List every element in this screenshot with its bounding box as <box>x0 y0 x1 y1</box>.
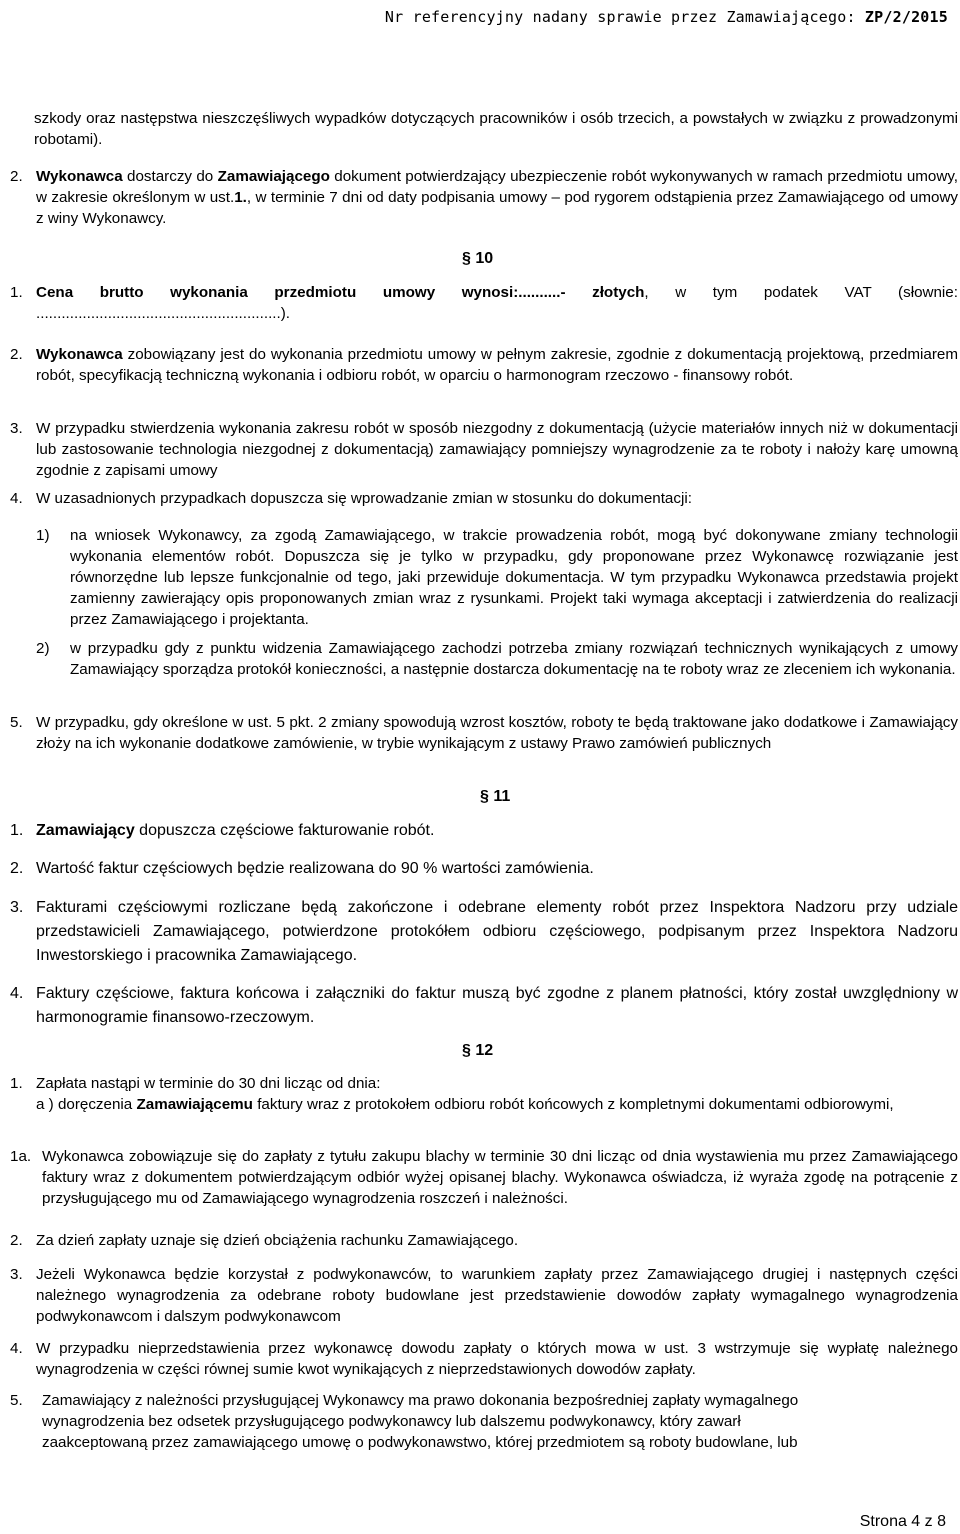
s11-item-4: 4. Faktury częściowe, faktura końcowa i załączniki do faktur muszą być zgodne z planem płatności, który został uwzględniony w harmonogramie finansowo-rzeczowym. <box>10 985 958 1026</box>
s12-item-5: 5. Zamawiający z należności przysługującej Wykonawcy ma prawo dokonania bezpośredniej zapłaty wymagalnego wynagrodzenia bez odsetek przysługującego podwykonawcy lub dalszemu podwykonawcy, który zawarł zaakceptowaną przez zamawiającego umowę o podwykonawstwo, której przedmiotem są roboty budowlane, lub <box>10 1392 799 1451</box>
s10-item-2: 2. Wykonawca zobowiązany jest do wykonania przedmiotu umowy w pełnym zakresie, zgodnie z dokumentacją projektową, przedmiarem robót, specyfikacją techniczną wykonania i odbioru robót, w oparciu o harmonogram rzeczowo - finansowy robót. <box>10 346 958 384</box>
document-header <box>385 8 948 26</box>
s12-item-1a: 1a. Wykonawca zobowiązuje się do zapłaty z tytułu zakupu blachy w terminie 30 dni licząc od dnia wystawienia mu przez Zamawiającego faktury wraz z dokumentem potwierdzającym odbiór wyżej opisanej blachy. Wykonawca oświadcza, iż wyraża zgodę na potrącenie z przysługującego mu od Zamawiającego wynagrodzenia roszczeń i należności. <box>10 1148 958 1207</box>
s10-item-4: 4. W uzasadnionych przypadkach dopuszcza się wprowadzanie zmian w stosunku do dokumentacji: <box>10 490 692 507</box>
s11-item-1: 1. Zamawiający dopuszcza częściowe fakturowanie robót. <box>10 822 435 839</box>
s11-item-2: 2. Wartość faktur częściowych będzie realizowana do 90 % wartości zamówienia. <box>10 860 594 877</box>
s11-item-3: 3. Fakturami częściowymi rozliczane będą zakończone i odebrane elementy robót przez Inspektora Nadzoru przy udziale przedstawicieli Zamawiającego, potwierdzone protokółem odbioru częściowego, podpisanym przez Inspektora Nadzoru Inwestorskiego i pracownika Zamawiającego. <box>10 899 958 964</box>
section-11-title: § 11 <box>480 788 511 805</box>
s12-item-4: 4. W przypadku nieprzedstawienia przez wykonawcę dowodu zapłaty o których mowa w ust. 3 wstrzymuje się wypłatę należnego wynagrodzenia w części równej sumie kwot wynikających z nieprzedstawionych dowodów zapłaty. <box>10 1340 958 1378</box>
s10-item-4-2: 2) w przypadku gdy z punktu widzenia Zamawiającego zachodzi potrzeba zmiany rozwiązań technicznych wynikających z umowy Zamawiający sporządza protokół konieczności, a następnie dostarcza dokumentację na te roboty wraz ze zleceniem ich wykonania. <box>36 640 958 678</box>
s10-item-5: 5. W przypadku, gdy określone w ust. 5 pkt. 2 zmiany spowodują wzrost kosztów, roboty te będą traktowane jako dodatkowe i Zamawiający złoży na ich wykonanie dodatkowe zamówienie, w trybie wynikającym z ustawy Prawo zamówień publicznych <box>10 714 958 752</box>
s10-item-1: 1. Cena brutto wykonania przedmiotu umowy wynosi:..........- złotych, w tym podatek VAT (słownie: ..........................................................). <box>10 284 958 322</box>
s10-item-4-1: 1) na wniosek Wykonawcy, za zgodą Zamawiającego, w trakcie prowadzenia robót, mogą być dokonywane zmiany technologii wykonania elementów robót. Dopuszcza się je tylko w przypadku, gdy proponowane przez Wykonawcę rozwiązanie jest równorzędne lub lepsze funkcjonalnie od tego, jaki przewiduje dokumentacja. W tym przypadku Wykonawca przedstawia projekt zamienny zawierający opis proponowanych zmian wraz z rysunkami. Projekt taki wymaga akceptacji i zatwierdzenia do realizacji przez Zamawiającego i projektanta. <box>36 527 958 628</box>
s12-item-2: 2. Za dzień zapłaty uznaje się dzień obciążenia rachunku Zamawiającego. <box>10 1232 519 1249</box>
intro-paragraph: szkody oraz następstwa nieszczęśliwych wypadków dotyczących pracowników i osób trzecich, a powstałych w związku z prowadzonymi robotami). <box>34 110 958 148</box>
paragraph-9-2: 2. Wykonawca dostarczy do Zamawiającego dokument potwierdzający ubezpieczenie robót wykonywanych w ramach przedmiotu umowy, w zakresie określonym w ust.1., w terminie 7 dni od daty podpisania umowy – pod rygorem odstąpienia przez Zamawiającego od umowy z winy Wykonawcy. <box>10 168 959 227</box>
header-prefix: Nr referencyjny nadany sprawie przez Zamawiającego: <box>384 8 856 26</box>
section-10-title: § 10 <box>462 250 494 267</box>
page-number: Strona 4 z 8 <box>859 1513 946 1530</box>
section-12-title: § 12 <box>462 1042 494 1059</box>
s12-item-3: 3. Jeżeli Wykonawca będzie korzystał z podwykonawców, to warunkiem zapłaty przez Zamawiającego drugiej i następnych części należnego wynagrodzenia za odebrane roboty budowlane jest przedstawienie dowodów zapłaty wymagalnego wynagrodzenia podwykonawcom i dalszym podwykonawcom <box>10 1266 958 1325</box>
s10-item-3: 3. W przypadku stwierdzenia wykonania zakresu robót w sposób niezgodny z dokumentacją (użycie materiałów innych niż w dokumentacji lub zastosowanie technologia niezgodnej z dokumentacją) zamawiający pomniejszy wynagrodzenie za te roboty i nałoży karę umowną zgodnie z zapisami umowy <box>10 420 958 479</box>
header-reference: ZP/2/2015 <box>864 8 948 26</box>
s12-item-1: 1. Zapłata nastąpi w terminie do 30 dni licząc od dnia: a ) doręczenia Zamawiającemu faktury wraz z protokołem odbioru robót końcowych z kompletnymi dokumentami odbiorowymi, <box>10 1075 894 1113</box>
